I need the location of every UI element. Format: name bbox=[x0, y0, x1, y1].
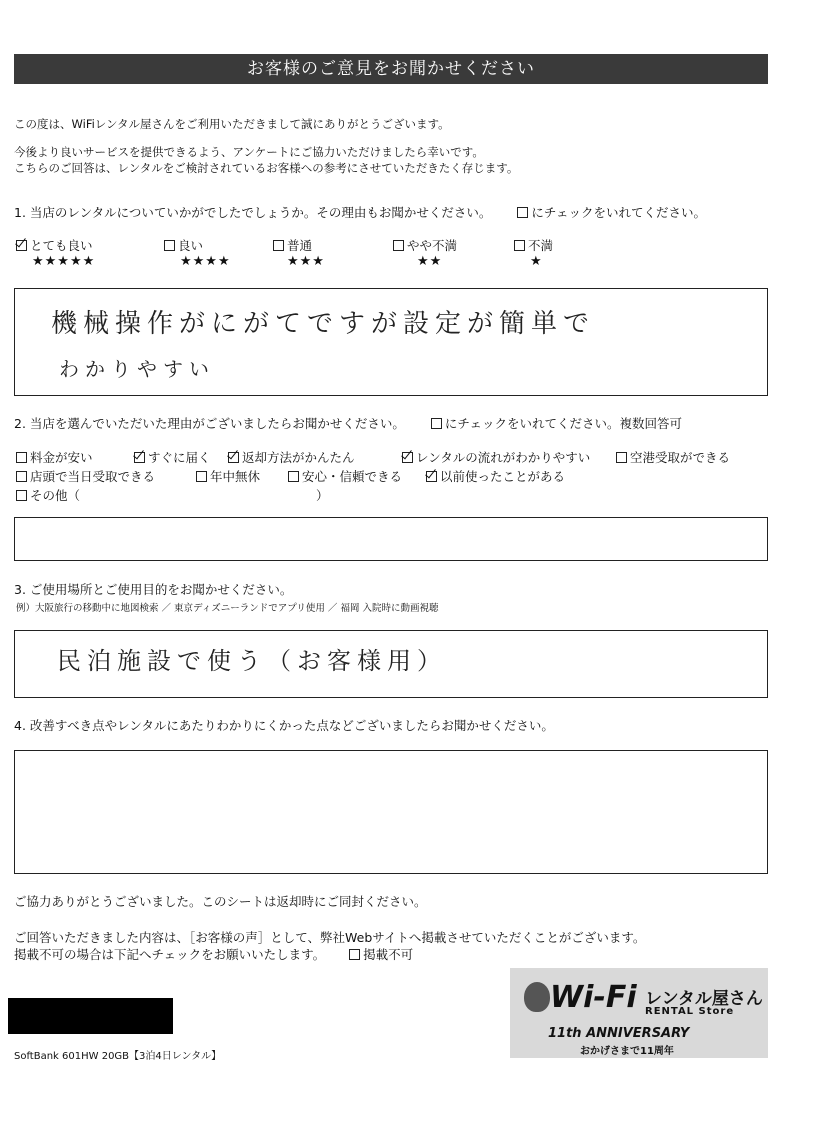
q2-option-fast-delivery[interactable]: すぐに届く bbox=[134, 448, 211, 466]
footer-notice-1: ご回答いただきました内容は、［お客様の声］として、弊社Webサイトへ掲載させていただくことがございます。 bbox=[14, 930, 646, 945]
checkbox-icon[interactable] bbox=[16, 471, 27, 482]
q1-instruction: にチェックをいれてください。 bbox=[531, 205, 706, 220]
survey-title: お客様のご意見をお聞かせください bbox=[14, 54, 768, 84]
rating-stars: ★★★★ bbox=[180, 254, 231, 269]
q2-question-text: 2. 当店を選んでいただいた理由がございましたらお聞かせください。 bbox=[14, 416, 405, 431]
q2-option-cheap[interactable]: 料金が安い bbox=[16, 448, 93, 466]
q2-option-easy-return[interactable]: 返却方法がかんたん bbox=[228, 448, 355, 466]
legend-checkbox-icon bbox=[431, 418, 442, 429]
checkbox-icon[interactable] bbox=[514, 240, 525, 251]
checkbox-icon[interactable] bbox=[273, 240, 284, 251]
checkbox-icon[interactable] bbox=[393, 240, 404, 251]
mascot-icon bbox=[524, 982, 550, 1012]
q2-option-other[interactable]: その他（ bbox=[16, 486, 80, 504]
q1-option-dissatisfied[interactable]: 不満 ★ bbox=[514, 236, 553, 269]
q2-question bbox=[14, 414, 682, 432]
q1-option-very-good[interactable]: とても良い ★★★★★ bbox=[16, 236, 95, 269]
q1-question-text: 1. 当店のレンタルについていかがでしたでしょうか。その理由もお聞かせください。 bbox=[14, 205, 492, 220]
logo-anniversary-sub: おかげさまで11周年 bbox=[580, 1046, 674, 1057]
logo-anniversary: 11th ANNIVERSARY bbox=[548, 1026, 690, 1041]
checkbox-icon[interactable] bbox=[196, 471, 207, 482]
optout-checkbox[interactable]: 掲載不可 bbox=[349, 947, 413, 962]
q1-option-somewhat-dissatisfied[interactable]: やや不満 ★★ bbox=[393, 236, 457, 269]
checkbox-checked-icon[interactable] bbox=[228, 452, 239, 463]
q2-option-trustworthy[interactable]: 安心・信頼できる bbox=[288, 467, 402, 485]
checkbox-checked-icon[interactable] bbox=[16, 240, 27, 251]
checkbox-icon[interactable] bbox=[616, 452, 627, 463]
logo-wifi-text: Wi-Fi bbox=[550, 980, 637, 1015]
q2-instruction: にチェックをいれてください。複数回答可 bbox=[444, 416, 683, 431]
q2-option-easy-flow[interactable]: レンタルの流れがわかりやすい bbox=[402, 448, 590, 466]
q1-answer-box[interactable] bbox=[14, 288, 768, 396]
company-logo bbox=[510, 968, 768, 1058]
legend-checkbox-icon bbox=[517, 207, 528, 218]
q3-answer: 民泊施設で使う（お客様用） bbox=[57, 647, 447, 675]
q4-answer-box[interactable] bbox=[14, 750, 768, 874]
checkbox-icon[interactable] bbox=[16, 452, 27, 463]
q1-option-average[interactable]: 普通 ★★★ bbox=[273, 236, 325, 269]
q3-example: 例）大阪旅行の移動中に地図検索 ／ 東京ディズニーランドでアプリ使用 ／ 福岡 入院時に動画視聴 bbox=[16, 603, 439, 614]
logo-rental-store-text: RENTAL Store bbox=[645, 1006, 735, 1017]
rating-stars: ★★★★★ bbox=[32, 254, 96, 269]
q4-question: 4. 改善すべき点やレンタルにあたりわかりにくかった点などございましたらお聞かせください。 bbox=[14, 718, 554, 733]
q2-other-close-paren: ） bbox=[316, 488, 329, 503]
q1-question bbox=[14, 203, 706, 221]
checkbox-checked-icon[interactable] bbox=[402, 452, 413, 463]
q1-answer-line-1: 機械操作がにがてですが設定が簡単で bbox=[51, 309, 596, 339]
checkbox-checked-icon[interactable] bbox=[426, 471, 437, 482]
footer-thanks: ご協力ありがとうございました。このシートは返却時にご同封ください。 bbox=[14, 894, 427, 909]
checkbox-icon[interactable] bbox=[164, 240, 175, 251]
checkbox-checked-icon[interactable] bbox=[134, 452, 145, 463]
rating-stars: ★★★ bbox=[287, 254, 325, 269]
logo-brand-text: レンタル屋さん bbox=[645, 989, 763, 1009]
intro-line-2: 今後より良いサービスを提供できるよう、アンケートにご協力いただけましたら幸いです。 bbox=[14, 145, 484, 159]
rating-stars: ★ bbox=[530, 254, 543, 269]
q2-option-used-before[interactable]: 以前使ったことがある bbox=[426, 467, 565, 485]
footer-notice-2: 掲載不可の場合は下記へチェックをお願いいたします。 掲載不可 bbox=[14, 947, 414, 962]
q2-option-airport-pickup[interactable]: 空港受取ができる bbox=[616, 448, 730, 466]
checkbox-icon[interactable] bbox=[16, 490, 27, 501]
q1-answer-line-2: わかりやすい bbox=[59, 357, 215, 381]
q3-question: 3. ご使用場所とご使用目的をお聞かせください。 bbox=[14, 582, 293, 597]
product-info: SoftBank 601HW 20GB【3泊4日レンタル】 bbox=[14, 1051, 222, 1062]
q2-option-store-pickup[interactable]: 店頭で当日受取できる bbox=[16, 467, 155, 485]
intro-line-3: こちらのご回答は、レンタルをご検討されているお客様への参考にさせていただきたく存じます。 bbox=[14, 161, 519, 175]
redacted-block bbox=[8, 998, 173, 1034]
q1-option-good[interactable]: 良い ★★★★ bbox=[164, 236, 231, 269]
checkbox-icon[interactable] bbox=[288, 471, 299, 482]
checkbox-icon[interactable] bbox=[349, 949, 360, 960]
rating-stars: ★★ bbox=[417, 254, 443, 269]
q2-answer-box[interactable] bbox=[14, 517, 768, 561]
q2-option-open-every-day[interactable]: 年中無休 bbox=[196, 467, 260, 485]
q3-answer-box[interactable] bbox=[14, 630, 768, 698]
intro-line-1: この度は、WiFiレンタル屋さんをご利用いただきまして誠にありがとうございます。 bbox=[14, 117, 450, 131]
